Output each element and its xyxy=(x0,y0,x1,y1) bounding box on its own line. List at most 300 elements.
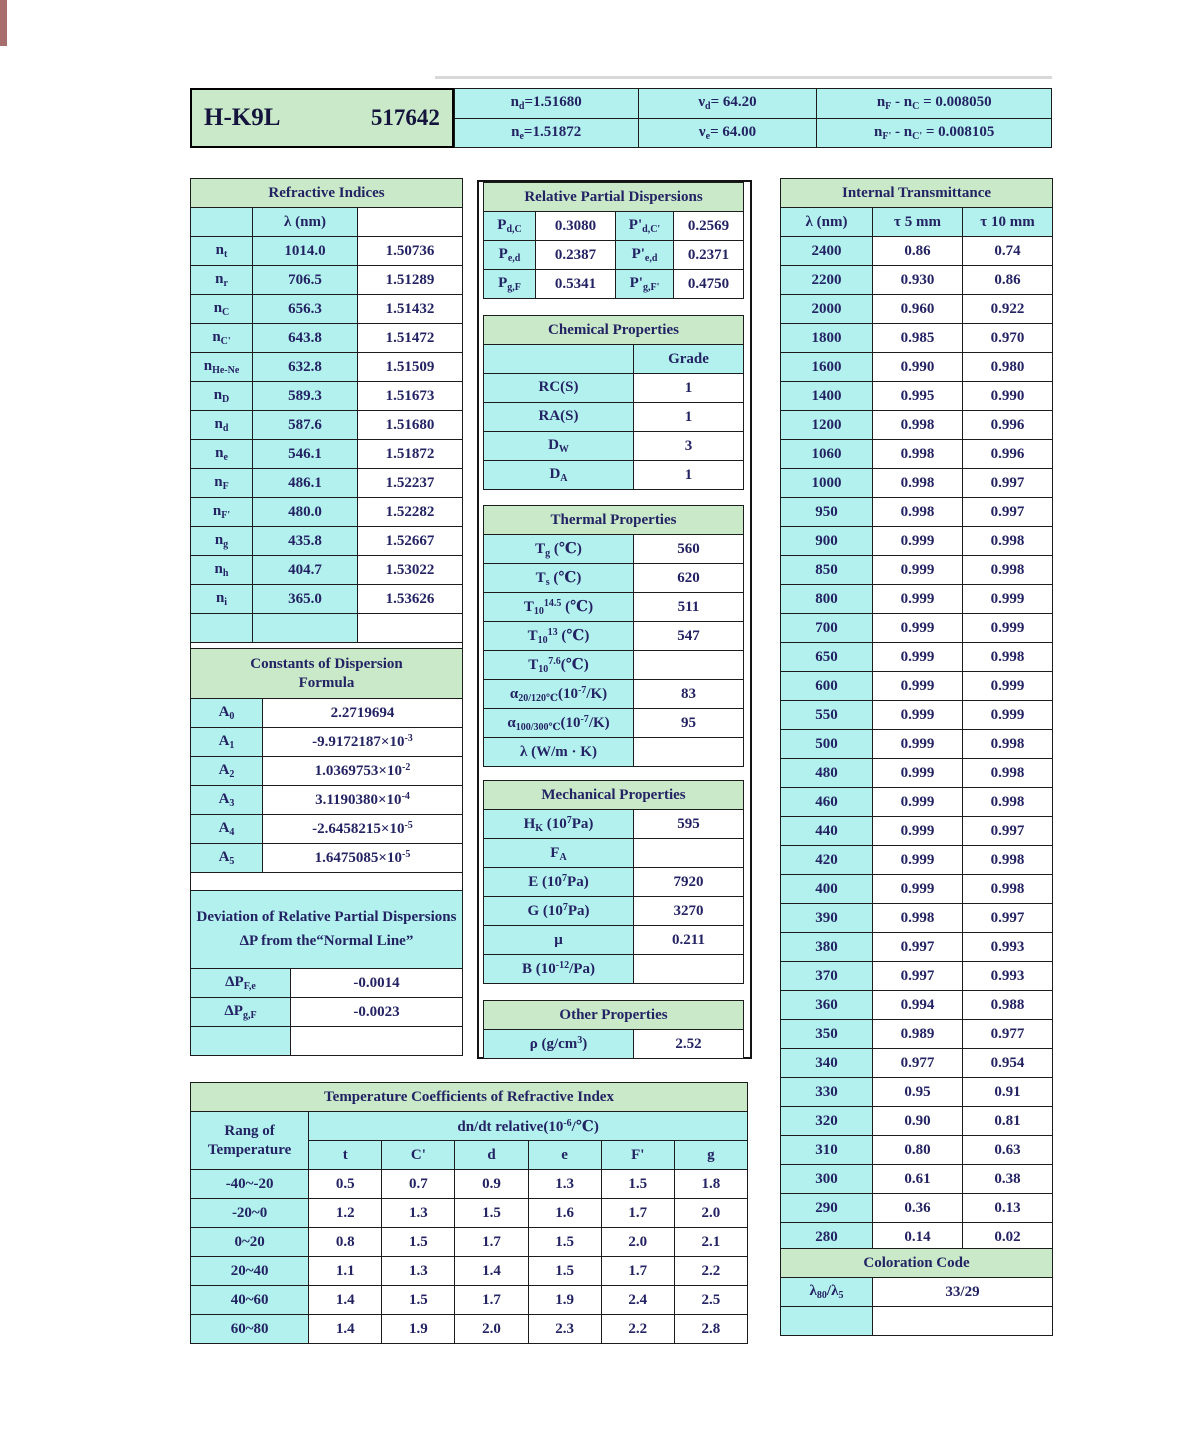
wavelength-cell: 440 xyxy=(781,817,873,846)
p-prime-symbol-cell: $P'_{e,d}$ xyxy=(616,241,674,270)
table-row xyxy=(781,643,1053,672)
wavelength-cell: 310 xyxy=(781,1136,873,1165)
value-cell: 0.5 xyxy=(309,1170,382,1199)
property-label-cell: μ xyxy=(484,926,634,955)
index-value-cell: 1.50736 xyxy=(358,237,463,266)
table-title-row xyxy=(484,183,744,212)
table-row xyxy=(484,241,744,270)
index-cell: $n_e=1.51872$ xyxy=(454,118,638,148)
wavelength-cell: 1400 xyxy=(781,382,873,411)
value-cell: 1.4 xyxy=(309,1286,382,1315)
col-header-c: C' xyxy=(382,1141,455,1170)
table-row xyxy=(484,651,744,680)
index-value-cell: 1.53022 xyxy=(358,556,463,585)
p-value-cell: 0.3080 xyxy=(536,212,616,241)
tau10-cell: 0.922 xyxy=(963,295,1053,324)
table-row xyxy=(191,1228,748,1257)
wavelength-cell: 700 xyxy=(781,614,873,643)
table-row xyxy=(191,556,463,585)
tau5-cell: 0.90 xyxy=(873,1107,963,1136)
property-value-cell xyxy=(634,651,744,680)
tau5-cell: 0.960 xyxy=(873,295,963,324)
wavelength-cell: 546.1 xyxy=(253,440,358,469)
value-cell: 0.7 xyxy=(382,1170,455,1199)
col-header-t: t xyxy=(309,1141,382,1170)
property-value-cell xyxy=(634,839,744,868)
tau10-cell: 0.998 xyxy=(963,788,1053,817)
index-value-cell: 1.51509 xyxy=(358,353,463,382)
wavelength-cell: 435.8 xyxy=(253,527,358,556)
tau5-cell: 0.999 xyxy=(873,556,963,585)
col-header-d: d xyxy=(455,1141,528,1170)
value-cell: 1.9 xyxy=(528,1286,601,1315)
tau10-cell: 0.997 xyxy=(963,904,1053,933)
wavelength-cell: 1060 xyxy=(781,440,873,469)
table-footer-row xyxy=(781,1307,1053,1336)
table-row xyxy=(484,955,744,984)
table-row xyxy=(781,527,1053,556)
section-title: Relative Partial Dispersions xyxy=(484,183,744,212)
index-symbol-cell: $n_{C'}$ xyxy=(191,324,253,353)
p-value-cell: 0.5341 xyxy=(536,270,616,299)
p-symbol-cell: $P_{e,d}$ xyxy=(484,241,536,270)
tau10-cell: 0.980 xyxy=(963,353,1053,382)
glass-code: 517642 xyxy=(370,105,440,130)
table-row xyxy=(781,556,1053,585)
section-title: Temperature Coefficients of Refractive Index xyxy=(191,1083,748,1112)
value-cell: 2.2 xyxy=(674,1257,747,1286)
table-title-row xyxy=(781,179,1053,208)
table-header-row xyxy=(484,345,744,374)
wavelength-cell: 360 xyxy=(781,991,873,1020)
property-value-cell: 595 xyxy=(634,810,744,839)
index-value-cell: 1.51472 xyxy=(358,324,463,353)
wavelength-cell: 643.8 xyxy=(253,324,358,353)
property-label-cell: $D_A$ xyxy=(484,461,634,490)
table-row xyxy=(191,786,463,815)
wavelength-cell: 900 xyxy=(781,527,873,556)
deviation-symbol-cell xyxy=(191,1027,291,1056)
tau5-cell: 0.999 xyxy=(873,730,963,759)
scan-artifact xyxy=(0,0,7,46)
wavelength-cell xyxy=(253,614,358,643)
index-symbol-cell: $n_t$ xyxy=(191,237,253,266)
table-row xyxy=(191,844,463,873)
index-value-cell xyxy=(358,614,463,643)
tau5-cell: 0.977 xyxy=(873,1049,963,1078)
property-value-cell: 95 xyxy=(634,709,744,738)
partial-dispersions-table xyxy=(483,182,743,299)
property-label-cell: ρ $(g/cm^3)$ xyxy=(484,1030,634,1059)
wavelength-cell: 320 xyxy=(781,1107,873,1136)
property-value-cell: 511 xyxy=(634,593,744,622)
thermal-properties-table xyxy=(483,505,743,767)
table-row xyxy=(191,353,463,382)
property-label-cell: B $(10^{-12}/Pa)$ xyxy=(484,955,634,984)
constant-symbol-cell: $A_3$ xyxy=(191,786,263,815)
dispersion-constants-table xyxy=(190,648,462,902)
index-symbol-cell: $n_D$ xyxy=(191,382,253,411)
section-title: Internal Transmittance xyxy=(781,179,1053,208)
empty-cell xyxy=(873,1307,1053,1336)
glass-name-box xyxy=(190,88,454,148)
header-optical-table xyxy=(454,88,1052,148)
dndt-header: dn/dt $relative(10^{-6}/℃)$ xyxy=(309,1112,748,1141)
property-value-cell: 547 xyxy=(634,622,744,651)
constant-symbol-cell: $A_1$ xyxy=(191,728,263,757)
wavelength-cell: 404.7 xyxy=(253,556,358,585)
value-cell: 1.3 xyxy=(382,1257,455,1286)
empty-cell xyxy=(358,208,463,237)
wavelength-cell: 486.1 xyxy=(253,469,358,498)
wavelength-cell: 1800 xyxy=(781,324,873,353)
table-row xyxy=(781,904,1053,933)
value-cell: 0.8 xyxy=(309,1228,382,1257)
tau10-cell: 0.998 xyxy=(963,643,1053,672)
property-value-cell: 1 xyxy=(634,403,744,432)
table-row xyxy=(484,270,744,299)
index-value-cell: 1.52667 xyxy=(358,527,463,556)
wavelength-cell: 380 xyxy=(781,933,873,962)
property-value-cell: 1 xyxy=(634,461,744,490)
wavelength-cell: 300 xyxy=(781,1165,873,1194)
value-cell: 2.5 xyxy=(674,1286,747,1315)
wavelength-cell: 587.6 xyxy=(253,411,358,440)
tau5-cell: 0.80 xyxy=(873,1136,963,1165)
empty-cell xyxy=(191,208,253,237)
value-cell: 1.4 xyxy=(309,1315,382,1344)
table-row xyxy=(781,933,1053,962)
tau10-cell: 0.997 xyxy=(963,469,1053,498)
temperature-coefficients-table xyxy=(190,1082,748,1344)
table-row xyxy=(781,962,1053,991)
index-symbol-cell: $n_F$ xyxy=(191,469,253,498)
value-cell: 1.7 xyxy=(455,1286,528,1315)
value-cell: 2.4 xyxy=(601,1286,674,1315)
table-title-row xyxy=(484,316,744,345)
table-title-row xyxy=(191,891,463,969)
table-row xyxy=(484,709,744,738)
property-value-cell: 0.211 xyxy=(634,926,744,955)
deviation-value-cell: -0.0014 xyxy=(291,969,463,998)
table-row xyxy=(191,998,463,1027)
table-row xyxy=(191,969,463,998)
value-cell: 1.5 xyxy=(382,1228,455,1257)
constant-value-cell: 2.2719694 xyxy=(263,699,463,728)
wavelength-cell: 632.8 xyxy=(253,353,358,382)
table-header-row xyxy=(191,208,463,237)
property-label-cell: $D_W$ xyxy=(484,432,634,461)
value-cell: 1.1 xyxy=(309,1257,382,1286)
wavelength-cell: 650 xyxy=(781,643,873,672)
wavelength-cell: 480.0 xyxy=(253,498,358,527)
table-row xyxy=(191,757,463,786)
table-title-row xyxy=(191,649,463,699)
value-cell: 0.9 xyxy=(455,1170,528,1199)
wavelength-cell: 390 xyxy=(781,904,873,933)
deviation-symbol-cell: $\Delta P_{g,F}$ xyxy=(191,998,291,1027)
index-value-cell: 1.52282 xyxy=(358,498,463,527)
table-row xyxy=(484,839,744,868)
table-row xyxy=(781,875,1053,904)
property-label-cell: E $(10^7Pa)$ xyxy=(484,868,634,897)
section-title: Refractive Indices xyxy=(191,179,463,208)
table-row xyxy=(781,672,1053,701)
empty-cell xyxy=(781,1307,873,1336)
constant-value-cell: $1.6475085\times 10^{-5}$ xyxy=(263,844,463,873)
p-prime-symbol-cell: $P'_{g,F'}$ xyxy=(616,270,674,299)
property-label-cell: $F_A$ xyxy=(484,839,634,868)
range-cell: -40~-20 xyxy=(191,1170,309,1199)
grade-header: Grade xyxy=(634,345,744,374)
property-label-cell: $T_{10}^{7.6}(℃)$ xyxy=(484,651,634,680)
value-cell: 2.3 xyxy=(528,1315,601,1344)
tau5-cell: 0.999 xyxy=(873,701,963,730)
table-row xyxy=(191,237,463,266)
property-label-cell: $\alpha_{100/300℃}(10^{-7}/K)$ xyxy=(484,709,634,738)
property-label-cell: $T_s$ (℃) xyxy=(484,564,634,593)
table-row xyxy=(191,1257,748,1286)
tau5-cell: 0.999 xyxy=(873,759,963,788)
range-cell: 20~40 xyxy=(191,1257,309,1286)
table-row xyxy=(484,432,744,461)
tau5-cell: 0.997 xyxy=(873,962,963,991)
tau10-cell: 0.999 xyxy=(963,701,1053,730)
table-row xyxy=(781,1278,1053,1307)
tau10-cell: 0.81 xyxy=(963,1107,1053,1136)
tau10-cell: 0.999 xyxy=(963,672,1053,701)
tau5-cell: 0.999 xyxy=(873,585,963,614)
tau10-cell: 0.998 xyxy=(963,759,1053,788)
table-row xyxy=(781,411,1053,440)
wavelength-cell: 2200 xyxy=(781,266,873,295)
tau10-cell: 0.74 xyxy=(963,237,1053,266)
p-prime-value-cell: 0.4750 xyxy=(674,270,744,299)
tau10-cell: 0.990 xyxy=(963,382,1053,411)
wavelength-cell: 1014.0 xyxy=(253,237,358,266)
section-title: Mechanical Properties xyxy=(484,781,744,810)
table-row xyxy=(781,440,1053,469)
property-label-cell: $T_{10}^{14.5}$ (℃) xyxy=(484,593,634,622)
table-row xyxy=(781,846,1053,875)
section-title: Thermal Properties xyxy=(484,506,744,535)
tau10-cell: 0.996 xyxy=(963,440,1053,469)
table-row xyxy=(191,699,463,728)
value-cell: 2.0 xyxy=(674,1199,747,1228)
tau10-cell: 0.997 xyxy=(963,817,1053,846)
table-header-row xyxy=(781,208,1053,237)
table-title-row xyxy=(781,1249,1053,1278)
tau5-cell: 0.998 xyxy=(873,498,963,527)
value-cell: 1.2 xyxy=(309,1199,382,1228)
table-row xyxy=(484,810,744,839)
tau10-cell: 0.999 xyxy=(963,614,1053,643)
index-symbol-cell: $n_d$ xyxy=(191,411,253,440)
table-row xyxy=(781,991,1053,1020)
tau5-cell: 0.999 xyxy=(873,527,963,556)
tau5-cell: 0.999 xyxy=(873,788,963,817)
table-row xyxy=(454,89,1051,119)
index-symbol-cell: $n_i$ xyxy=(191,585,253,614)
table-row xyxy=(484,926,744,955)
constant-symbol-cell: $A_5$ xyxy=(191,844,263,873)
dispersion-cell: $n_{F'} - n_{C'} = 0.008105$ xyxy=(817,118,1052,148)
property-label-cell: $\alpha_{20/120℃}(10^{-7}/K)$ xyxy=(484,680,634,709)
tau10-cell: 0.988 xyxy=(963,991,1053,1020)
other-properties-table xyxy=(483,1000,743,1059)
table-row xyxy=(781,1165,1053,1194)
tau10-cell: 0.996 xyxy=(963,411,1053,440)
tau5-cell: 0.999 xyxy=(873,875,963,904)
tau5-cell: 0.86 xyxy=(873,237,963,266)
coloration-value-cell: 33/29 xyxy=(873,1278,1053,1307)
property-value-cell xyxy=(634,738,744,767)
table-row xyxy=(191,295,463,324)
index-value-cell: 1.52237 xyxy=(358,469,463,498)
property-value-cell: 620 xyxy=(634,564,744,593)
index-cell: $n_d=1.51680$ xyxy=(454,89,638,119)
value-cell: 1.5 xyxy=(528,1257,601,1286)
range-cell: -20~0 xyxy=(191,1199,309,1228)
tau10-cell: 0.997 xyxy=(963,498,1053,527)
table-row xyxy=(484,564,744,593)
wavelength-cell: 706.5 xyxy=(253,266,358,295)
wavelength-cell: 1200 xyxy=(781,411,873,440)
chemical-properties-table xyxy=(483,315,743,490)
tau10-cell: 0.998 xyxy=(963,527,1053,556)
tau5-cell: 0.998 xyxy=(873,411,963,440)
table-row xyxy=(781,1049,1053,1078)
table-row xyxy=(781,353,1053,382)
property-value-cell xyxy=(634,955,744,984)
tau5-cell: 0.995 xyxy=(873,382,963,411)
index-value-cell: 1.51872 xyxy=(358,440,463,469)
section-title: Coloration Code xyxy=(781,1249,1053,1278)
property-value-cell: 7920 xyxy=(634,868,744,897)
tau10-cell: 0.86 xyxy=(963,266,1053,295)
col-header-f: F' xyxy=(601,1141,674,1170)
range-cell: 40~60 xyxy=(191,1286,309,1315)
header xyxy=(190,88,1052,148)
tau10-cell: 0.998 xyxy=(963,556,1053,585)
table-row xyxy=(484,593,744,622)
table-row xyxy=(781,759,1053,788)
coloration-code-table xyxy=(780,1248,1052,1336)
value-cell: 2.0 xyxy=(601,1228,674,1257)
value-cell: 1.7 xyxy=(601,1257,674,1286)
wavelength-header: λ (nm) xyxy=(253,208,358,237)
wavelength-cell: 2400 xyxy=(781,237,873,266)
wavelength-cell: 460 xyxy=(781,788,873,817)
value-cell: 1.5 xyxy=(455,1199,528,1228)
wavelength-cell: 350 xyxy=(781,1020,873,1049)
range-header: Rang of Temperature xyxy=(191,1112,309,1170)
table-row xyxy=(781,817,1053,846)
table-row xyxy=(781,788,1053,817)
range-cell: 0~20 xyxy=(191,1228,309,1257)
wavelength-cell: 365.0 xyxy=(253,585,358,614)
value-cell: 1.8 xyxy=(674,1170,747,1199)
tau10-cell: 0.02 xyxy=(963,1223,1053,1252)
table-title-row xyxy=(191,179,463,208)
table-row xyxy=(191,614,463,643)
index-symbol-cell: $n_h$ xyxy=(191,556,253,585)
tau5-cell: 0.994 xyxy=(873,991,963,1020)
tau10-cell: 0.998 xyxy=(963,846,1053,875)
value-cell: 1.3 xyxy=(528,1170,601,1199)
table-title-row xyxy=(484,1001,744,1030)
wavelength-cell: 656.3 xyxy=(253,295,358,324)
tau10-cell: 0.954 xyxy=(963,1049,1053,1078)
table-row xyxy=(191,382,463,411)
wavelength-cell: 550 xyxy=(781,701,873,730)
wavelength-cell: 500 xyxy=(781,730,873,759)
tau5-cell: 0.999 xyxy=(873,817,963,846)
tau5-cell: 0.999 xyxy=(873,643,963,672)
wavelength-header: λ (nm) xyxy=(781,208,873,237)
table-row xyxy=(484,403,744,432)
section-title: Deviation of Relative Partial Dispersions ΔP from the“Normal Line” xyxy=(191,891,463,969)
tau5-cell: 0.999 xyxy=(873,614,963,643)
tau5-cell: 0.36 xyxy=(873,1194,963,1223)
table-row xyxy=(484,1030,744,1059)
value-cell: 2.8 xyxy=(674,1315,747,1344)
tau10-cell: 0.63 xyxy=(963,1136,1053,1165)
tau5-cell: 0.998 xyxy=(873,904,963,933)
wavelength-cell: 400 xyxy=(781,875,873,904)
constant-value-cell: $1.0369753\times 10^{-2}$ xyxy=(263,757,463,786)
index-symbol-cell: $n_g$ xyxy=(191,527,253,556)
table-row xyxy=(781,324,1053,353)
p-prime-symbol-cell: $P'_{d,C'}$ xyxy=(616,212,674,241)
p-prime-value-cell: 0.2371 xyxy=(674,241,744,270)
value-cell: 1.9 xyxy=(382,1315,455,1344)
p-value-cell: 0.2387 xyxy=(536,241,616,270)
property-value-cell: 3 xyxy=(634,432,744,461)
table-row xyxy=(781,1107,1053,1136)
tau5-cell: 0.61 xyxy=(873,1165,963,1194)
index-value-cell: 1.53626 xyxy=(358,585,463,614)
table-row xyxy=(484,374,744,403)
table-row xyxy=(484,622,744,651)
table-row xyxy=(191,585,463,614)
tau5-cell: 0.999 xyxy=(873,672,963,701)
index-value-cell: 1.51432 xyxy=(358,295,463,324)
table-title-row xyxy=(484,506,744,535)
table-row xyxy=(191,324,463,353)
col-header-g: g xyxy=(674,1141,747,1170)
table-row xyxy=(484,535,744,564)
property-value-cell: 3270 xyxy=(634,897,744,926)
constant-value-cell: $3.1190380\times 10^{-4}$ xyxy=(263,786,463,815)
tau10-header: τ 10 mm xyxy=(963,208,1053,237)
refractive-indices-table xyxy=(190,178,462,672)
table-row xyxy=(191,498,463,527)
empty-cell xyxy=(484,345,634,374)
wavelength-cell: 800 xyxy=(781,585,873,614)
deviation-value-cell xyxy=(291,1027,463,1056)
wavelength-cell: 480 xyxy=(781,759,873,788)
deviation-value-cell: -0.0023 xyxy=(291,998,463,1027)
deviation-table xyxy=(190,890,462,1056)
property-label-cell: RA(S) xyxy=(484,403,634,432)
table-row xyxy=(781,237,1053,266)
wavelength-cell: 280 xyxy=(781,1223,873,1252)
index-value-cell: 1.51289 xyxy=(358,266,463,295)
tau5-cell: 0.95 xyxy=(873,1078,963,1107)
index-symbol-cell: $n_e$ xyxy=(191,440,253,469)
property-value-cell: 83 xyxy=(634,680,744,709)
